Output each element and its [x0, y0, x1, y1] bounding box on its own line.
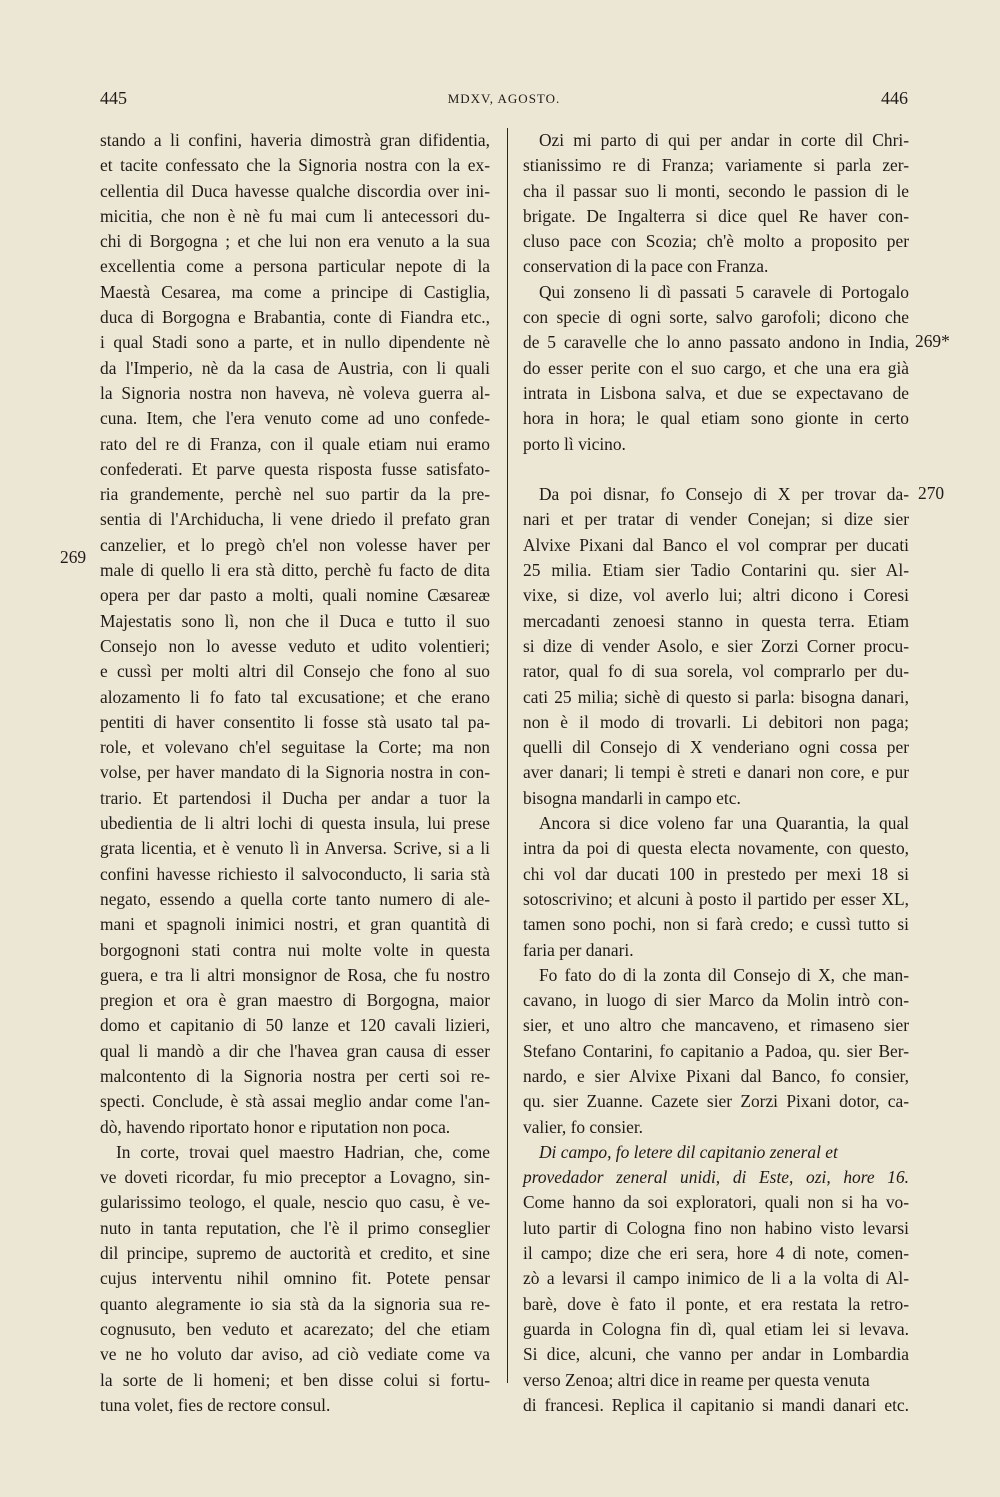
text-line: i qual Stadi sono a parte, et in nullo dipendente nè: [100, 332, 490, 353]
text-line: canzelier, et lo pregò ch'el non volesse haver per: [100, 534, 490, 555]
text-line: dò, havendo riportato honor e riputation non poca.: [100, 1116, 451, 1137]
text-line: Ancora si dice voleno far una Quarantia, la qual: [539, 813, 909, 834]
text-line: valier, fo consier.: [523, 1116, 644, 1137]
text-line: si dize di vender Asolo, e sier Zorzi Corner procu-: [523, 635, 909, 656]
text-line: male di quello li era stà ditto, perchè fu facto de dita: [100, 560, 490, 581]
text-line: faria per danari.: [523, 939, 634, 960]
text-line: domo et capitanio di 50 lanze et 120 cavali lizieri,: [100, 1015, 490, 1036]
text-line: de 5 caravelle che lo anno passato andono in India,: [523, 332, 909, 353]
text-line: micitia, che non è nè fu mai cum li antecessori du-: [100, 205, 490, 226]
text-line: sier, et uno altro che mancaveno, et rimaseno sier: [523, 1015, 909, 1036]
text-line: cha il passar suo li monti, secondo le passion di le: [523, 180, 909, 201]
text-line: di francesi. Replica il capitanio si mandi danari etc.: [523, 1394, 909, 1415]
text-line: Ozi mi parto di qui per andar in corte dil Chri-: [539, 130, 909, 150]
text-line: Alvixe Pixani dal Banco el vol comprar per ducati: [523, 534, 909, 555]
text-line: mani et spagnoli inimici nostri, et gran quantità di: [100, 914, 490, 935]
page-number-left: 445: [100, 88, 127, 108]
text-line: bisogna mandarli in campo etc.: [523, 787, 741, 808]
right-column: [523, 128, 909, 1418]
text-line: stianissimo re di Franza; variamente si parla zer-: [523, 155, 909, 176]
margin-note-right-269: 269*: [915, 331, 950, 351]
text-line: cellentia dil Duca havesse qualche discordia over ini-: [100, 180, 490, 201]
text-line: volse, per haver mandato di la Signoria nostra in con-: [100, 762, 490, 783]
text-line: sentia di l'Archiducha, li vene driedo il prefato gran: [100, 509, 490, 530]
text-line: vixe, si dize, vol averlo lui; altri dicono i Coresi: [523, 585, 909, 606]
text-line: intrata in Lisbona salva, et due se expectavano de: [523, 382, 909, 403]
running-title: MDXV, AGOSTO.: [447, 91, 561, 106]
text-line: confini havesse richiesto il salvoconducto, li saria stà: [100, 863, 490, 884]
text-line: chi vol dar ducati 100 in prestedo per mexi 18 si: [523, 863, 909, 884]
text-line: opera per dar pasto a molti, quali nomine Cæsareæ: [100, 585, 490, 606]
text-line: chi di Borgogna ; et che lui non era venuto a la sua: [100, 231, 490, 252]
page-number-right: 446: [881, 88, 908, 108]
text-line: zò a levarsi il campo inimico de li a la volta di Al-: [523, 1268, 909, 1289]
text-line: ve doveti ricordar, fu mio preceptor a Lovagno, sin-: [100, 1167, 490, 1188]
text-line: quelli dil Consejo di X venderiano ogni cossa per: [523, 737, 909, 758]
text-line: rato del re di Franza, con il quale etiam nui eramo: [100, 433, 490, 454]
text-line: Maestà Cesarea, ma come a principe di Castiglia,: [100, 281, 490, 302]
text-line: confederati. Et parve questa risposta fusse satisfato-: [100, 458, 490, 479]
text-line: Stefano Contarini, fo capitanio a Padoa, qu. sier Ber-: [523, 1040, 909, 1061]
text-line: trario. Et partendosi il Ducha per andar a tuor la: [100, 787, 490, 808]
text-line: duca di Borgogna e Brabantia, conte di Fiandra etc.,: [100, 307, 490, 328]
page-header: [100, 88, 908, 118]
text-line: sotoscrivino; et alcuni à posto il partido per esser XL,: [523, 888, 909, 909]
text-line: nari et per tratar di vender Conejan; si dize sier: [523, 509, 909, 530]
margin-note-right-270: 270: [918, 483, 945, 503]
text-line: da l'Imperio, nè da la casa de Austria, con li quali: [100, 357, 490, 378]
text-line: porto lì vicino.: [523, 433, 626, 454]
text-line: la sorte de li homeni; et ben disse colui si fortu-: [100, 1369, 490, 1390]
text-line: cavano, in luogo di sier Marco da Molin intrò con-: [523, 990, 909, 1011]
text-line: nardo, e sier Alvixe Pixani dal Banco, fo consier,: [523, 1065, 909, 1086]
text-line: Di campo, fo letere dil capitanio zeneral et: [539, 1141, 838, 1162]
text-line: gularissimo teologo, el quale, nescio quo casu, è ve-: [100, 1192, 490, 1213]
text-line: Come hanno da soi exploratori, quali non si ha vo-: [523, 1192, 909, 1213]
text-line: aver danari; li tempi è streti e danari non core, e pur: [523, 762, 909, 783]
text-line: guarda in Cologna fin dì, qual etiam lei si levava.: [523, 1318, 909, 1339]
text-line: do esser perite con el suo cargo, et che una era già: [523, 357, 909, 378]
text-line: ubedientia de li altri lochi di questa insula, lui prese: [100, 813, 490, 834]
text-line: alozamento li fo fato tal excusatione; et che erano: [100, 686, 490, 707]
text-line: Consejo non lo avesse veduto et udito volentieri;: [100, 635, 490, 656]
text-line: In corte, trovai quel maestro Hadrian, che, come: [116, 1141, 490, 1162]
text-line: Da poi disnar, fo Consejo di X per trovar da-: [539, 484, 909, 505]
text-line: cujus interventu nihil omnino fit. Potete pensar: [100, 1268, 490, 1289]
text-line: conservation di la pace con Franza.: [523, 256, 769, 277]
text-line: mercadanti zenoesi stanno in questa terra. Etiam: [523, 610, 909, 631]
text-line: verso Zenoa; altri dice in reame per questa venuta: [523, 1369, 870, 1390]
text-line: qual li mandò a dir che l'havea gran causa di esser: [100, 1040, 490, 1061]
text-line: nuto in tanta reputation, che l'è il primo conseglier: [100, 1217, 490, 1238]
text-line: con specie di ogni sorte, salvo garofoli; dicono che: [523, 307, 909, 328]
text-line: negato, essendo a quella corte tanto numero di ale-: [100, 888, 490, 909]
text-line: pregion et ora è gran maestro di Borgogna, maior: [100, 990, 490, 1011]
text-line: dil principe, supremo de auctorità et credito, et sine: [100, 1243, 490, 1264]
text-line: rator, qual fo di sua sorela, vol comprarlo per du-: [523, 661, 909, 682]
text-line: grata licentia, et è venuto lì in Anversa. Scrive, si a li: [100, 838, 490, 859]
text-line: tamen sono pochi, non si farà credo; e cussì tutto si: [523, 914, 909, 935]
text-line: il campo; dize che eri sera, hore 4 di note, comen-: [523, 1243, 909, 1264]
text-line: 25 milia. Etiam sier Tadio Contarini qu. sier Al-: [523, 560, 909, 581]
text-line: provedador zeneral unidi, di Este, ozi, hore 16.: [523, 1167, 909, 1188]
text-line: cluso pace con Scozia; ch'è molto a proposito per: [523, 231, 909, 252]
margin-note-left-269: 269: [60, 547, 87, 567]
text-line: role, et volevano ch'el seguitase la Corte; ma non: [100, 737, 490, 758]
text-line: la Signoria nostra non haveva, nè voleva guerra al-: [100, 382, 490, 403]
text-line: pentiti di haver consentito li fosse stà usato tal pa-: [100, 711, 490, 732]
text-line: Fo fato do di la zonta dil Consejo di X, che man-: [539, 964, 909, 985]
text-line: barè, dove è fato il ponte, et era restata la retro-: [523, 1293, 909, 1314]
text-line: cati 25 milia; sichè di questo si parla: bisogna danari,: [523, 686, 909, 707]
text-line: e cussì per molti altri dil Consejo che fono al suo: [100, 661, 490, 682]
text-line: ria grandemente, perchè nel suo partir da la pre-: [100, 484, 490, 505]
text-line: brigate. De Ingalterra si dice quel Re haver con-: [523, 205, 909, 226]
text-line: Majestatis sono lì, non che il Duca e tutto il suo: [100, 610, 490, 631]
text-line: specti. Conclude, è stà assai meglio andar come l'an-: [100, 1091, 490, 1112]
text-line: borgognoni stati contra nui molte volte in questa: [100, 939, 490, 960]
text-line: cuna. Item, che l'era venuto come ad uno confede-: [100, 408, 490, 429]
text-line: hora in hora; le qual etiam sono gionte in certo: [523, 408, 909, 429]
text-line: tuna volet, fies de rectore consul.: [100, 1394, 331, 1415]
text-line: non è il modo di trovarli. Li debitori non paga;: [523, 711, 909, 732]
text-line: quanto alegramente io sia stà da la signoria sua re-: [100, 1293, 490, 1314]
text-line: Si dice, alcuni, che vanno per andar in Lombardia: [523, 1344, 909, 1365]
text-line: [523, 457, 909, 482]
text-line: et tacite confessato che la Signoria nostra con la ex-: [100, 155, 490, 176]
text-line: cognusuto, ben veduto et acarezato; del che etiam: [100, 1318, 490, 1339]
text-line: luto partir di Cologna fino non habino visto levarsi: [523, 1217, 909, 1238]
text-line: qu. sier Zuanne. Cazete sier Zorzi Pixani dotor, ca-: [523, 1091, 909, 1112]
text-line: excellentia come a persona particular nepote di la: [100, 256, 490, 277]
left-column: [100, 128, 490, 1418]
text-line: Qui zonseno li dì passati 5 caravele di Portogalo: [539, 281, 909, 302]
text-line: intra da poi di questa electa novamente, con questo,: [523, 838, 909, 859]
column-divider: [507, 128, 508, 1383]
text-line: ve ne ho voluto dar aviso, ad ciò vediate come va: [100, 1344, 490, 1365]
text-line: stando a li confini, haveria dimostrà gran difidentia,: [100, 130, 490, 150]
text-line: malcontento di la Signoria nostra per certi soi re-: [100, 1065, 490, 1086]
text-line: guera, e tra li altri monsignor de Rosa, che fu nostro: [100, 964, 490, 985]
